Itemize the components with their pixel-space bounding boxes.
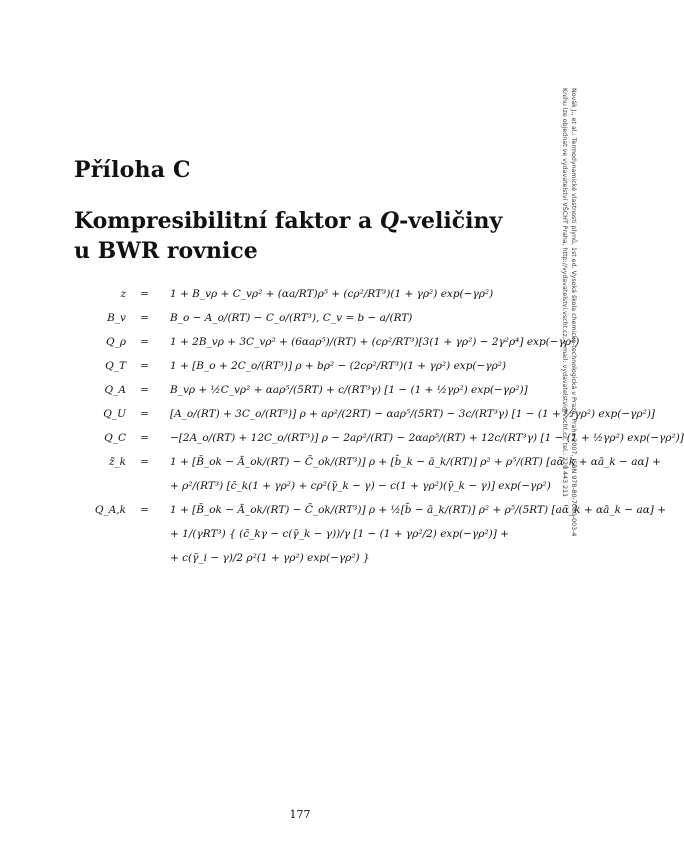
equation-relation: = <box>140 432 149 444</box>
q-symbol: Q <box>379 208 400 234</box>
side-note <box>560 88 578 536</box>
equation-relation: = <box>140 504 149 516</box>
equation-lhs: B_v <box>107 312 126 324</box>
equation-rhs: + 1/(γRT³) { (c̄_kγ − c(γ̄_k − γ))/γ [1 − (1 + γρ²/2) exp(−γρ²)] + <box>170 528 509 540</box>
equation-relation: = <box>140 288 149 300</box>
equation-lhs: Q_A <box>104 384 126 396</box>
equation-lhs: z̃_k <box>108 456 126 468</box>
equation-rhs: 1 + [B̄_ok − Ā_ok/(RT) − C̄_ok/(RT³)] ρ + ½[b̄ − ā_k/(RT)] ρ² + ρ⁵/(5RT) [aᾱ_k + αā_k − aα] + <box>170 504 667 516</box>
equation-row <box>70 450 661 474</box>
equation-lhs: Q_ρ <box>105 336 126 348</box>
chapter-title-part2: -veličiny <box>399 208 503 234</box>
equation-lhs: Q_C <box>104 432 126 444</box>
chapter-title <box>74 206 544 266</box>
equation-rhs: −[2A_o/(RT) + 12C_o/(RT³)] ρ − 2aρ²/(RT) − 2αaρ⁵/(RT) + 12c/(RT³γ) [1 − (1 + ½γρ²) exp(−γρ²)] <box>170 432 684 444</box>
equation-continuation-row <box>70 522 540 546</box>
side-note-line-1: Novák J., et al.: Termodynamické vlastnosti plynů, 1st ed. Vysoká škola chemicko-technologická v Praze, Praha 2007, ISBN 978-80-7080-003-4 <box>570 88 577 537</box>
equation-rhs: B_vρ + ½C_vρ² + αaρ⁵/(5RT) + c/(RT³γ) [1 − (1 + ½γρ²) exp(−γρ²)] <box>170 384 528 396</box>
chapter-title-line-1 <box>74 206 544 236</box>
appendix-title: Příloha C <box>74 157 191 183</box>
equation-relation: = <box>140 408 149 420</box>
page-number: 177 <box>289 808 311 821</box>
equation-row <box>70 426 684 450</box>
equation-lhs: z <box>120 288 126 300</box>
equation-row <box>70 354 540 378</box>
equation-row <box>70 402 656 426</box>
equation-rhs: 1 + [B̄_ok − Ā_ok/(RT) − C̄_ok/(RT³)] ρ + [b̄_k − ā_k/(RT)] ρ² + ρ⁵/(RT) [aᾱ_k + αā_k − aα] + <box>170 456 661 468</box>
equation-relation: = <box>140 456 149 468</box>
equation-continuation-row <box>70 474 551 498</box>
equation-rhs: 1 + B_vρ + C_vρ² + (αa/RT)ρ⁵ + (cρ²/RT³)(1 + γρ²) exp(−γρ²) <box>170 288 494 300</box>
equation-rhs: + c(γ̄_i − γ)/2 ρ²(1 + γρ²) exp(−γρ²) } <box>170 552 370 564</box>
equation-lhs: Q_A,k <box>94 504 126 516</box>
equation-row <box>70 282 540 306</box>
side-note-line-2: Knihu lze objednat ve vydavatelství VŠCHT Praha, http://vydavatelstvi.vscht.cz, e-mail: vydavatelstvi@vscht.cz, tel.: 220 443 211 <box>561 88 568 498</box>
equation-row <box>70 306 540 330</box>
equation-rhs: B_o − A_o/(RT) − C_o/(RT³), C_v = b − a/(RT) <box>170 312 413 324</box>
equation-lhs: Q_T <box>105 360 126 372</box>
equation-rhs: 1 + 2B_vρ + 3C_vρ² + (6αaρ⁵)/(RT) + (cρ²/RT³)[3(1 + γρ²) − 2γ²ρ⁴] exp(−γρ²) <box>170 336 580 348</box>
equation-row <box>70 378 540 402</box>
equation-rhs: [A_o/(RT) + 3C_o/(RT³)] ρ + aρ²/(2RT) − αaρ⁵/(5RT) − 3c/(RT³γ) [1 − (1 + ½γρ²) exp(−γρ²)] <box>170 408 656 420</box>
equation-relation: = <box>140 384 149 396</box>
equation-relation: = <box>140 312 149 324</box>
chapter-title-line-2: u BWR rovnice <box>74 238 258 264</box>
equation-lhs: Q_U <box>103 408 126 420</box>
equation-relation: = <box>140 360 149 372</box>
equation-row <box>70 498 667 522</box>
equation-relation: = <box>140 336 149 348</box>
equation-row <box>70 330 580 354</box>
equation-continuation-row <box>70 546 540 570</box>
equation-rhs: 1 + [B_o + 2C_o/(RT³)] ρ + bρ² − (2cρ²/RT³)(1 + γρ²) exp(−γρ²) <box>170 360 507 372</box>
chapter-title-part1: Kompresibilitní faktor a <box>74 208 380 234</box>
equation-rhs: + ρ²/(RT³) [c̄_k(1 + γρ²) + cρ²(γ̄_k − γ) − c(1 + γρ²)(γ̄_k − γ)] exp(−γρ²) <box>170 480 551 492</box>
